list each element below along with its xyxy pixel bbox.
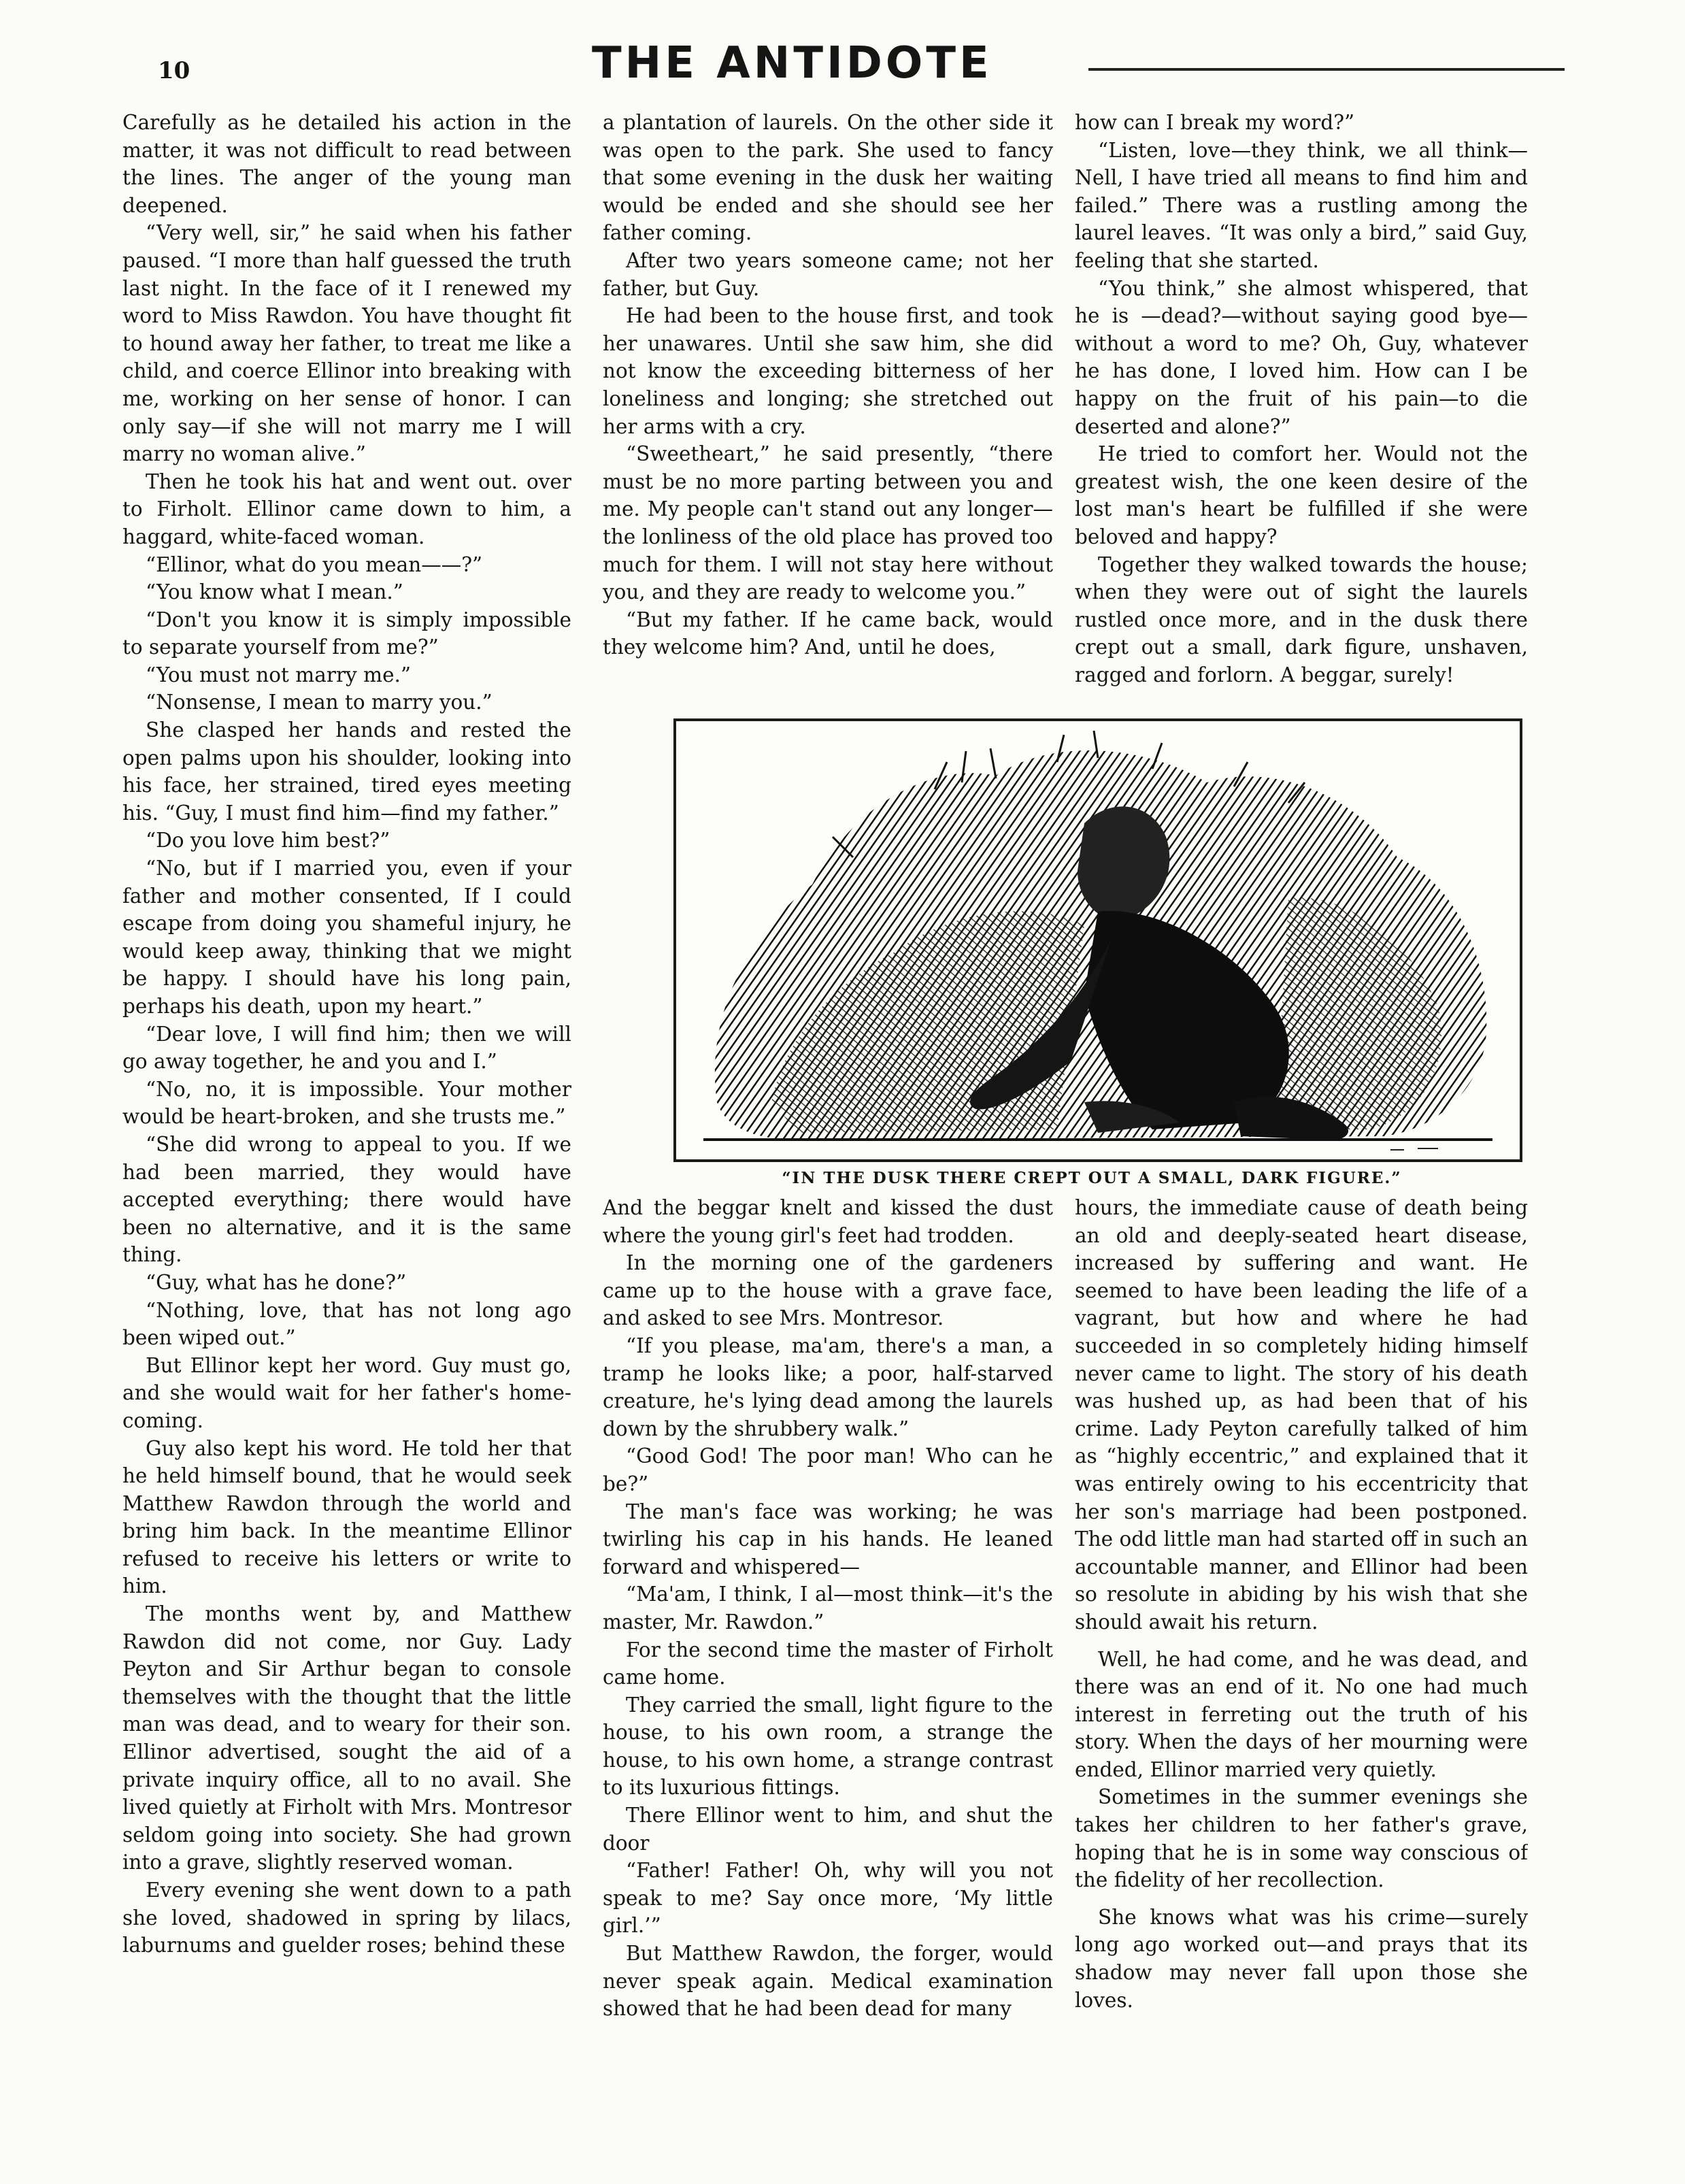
paragraph: Sometimes in the summer evenings she takes her children to her father's grave, hoping that he is in some way conscious of the fidelity of her recollection. bbox=[1075, 1785, 1528, 1892]
paragraph: “Do you love him best?” bbox=[146, 829, 390, 853]
paragraph: “Listen, love—they think, we all think—Nell, I have tried all means to find him and failed.” There was a rustling among the laurel leaves. “It was only a bird,” said Guy, feeling that she started. bbox=[1075, 138, 1528, 272]
paragraph: “If you please, ma'am, there's a man, a tramp he looks like; a poor, half-starved creature, he's lying dead among the laurels down by the shrubbery walk.” bbox=[603, 1334, 1053, 1440]
paragraph: “Father! Father! Oh, why will you not speak to me? Say once more, ‘My little girl.’” bbox=[603, 1859, 1053, 1938]
paragraph: In the morning one of the gardeners came up to the house with a grave face, and asked to see Mrs. Montresor. bbox=[603, 1251, 1053, 1330]
paragraph: He had been to the house first, and took her unawares. Until she saw him, she did not know the exceeding bitterness of her loneliness and longing; she stretched out her arms with a cry. bbox=[603, 304, 1053, 438]
column-1 bbox=[122, 109, 571, 2082]
paragraph: how can I break my word?” bbox=[1075, 111, 1355, 134]
paragraph: For the second time the master of Firholt came home. bbox=[603, 1638, 1053, 1689]
paragraph: They carried the small, light figure to the house, to his own room, a strange the house, to his own home, a strange contrast to its luxurious fittings. bbox=[603, 1693, 1053, 1800]
paragraph: Guy also kept his word. He told her that he held himself bound, that he would seek Matthew Rawdon through the world and bring him back. In the meantime Ellinor refused to receive his letters or write to him. bbox=[122, 1436, 571, 1598]
paragraph: She knows what was his crime—surely long ago worked out—and prays that its shadow may never fall upon those she loves. bbox=[1075, 1905, 1528, 2012]
paragraph: “Ellinor, what do you mean——?” bbox=[146, 552, 483, 576]
masthead-title: THE ANTIDOTE bbox=[592, 38, 992, 88]
masthead-rule bbox=[1088, 68, 1565, 71]
paragraph: There Ellinor went to him, and shut the door bbox=[603, 1804, 1053, 1855]
paragraph: “Guy, what has he done?” bbox=[146, 1270, 407, 1294]
paragraph: But Matthew Rawdon, the forger, would never speak again. Medical examination showed that he had been dead for many bbox=[603, 1942, 1053, 2021]
paragraph: “No, no, it is impossible. Your mother would be heart-broken, and she trusts me.” bbox=[122, 1077, 571, 1129]
paragraph: a plantation of laurels. On the other side it was open to the park. She used to fancy that some evening in the dusk her waiting would be ended and she should see her father coming. bbox=[603, 111, 1053, 245]
paragraph: After two years someone came; not her father, but Guy. bbox=[603, 248, 1053, 300]
paragraph: “But my father. If he came back, would they welcome him? And, until he does, bbox=[603, 608, 1053, 659]
paragraph: “Ma'am, I think, I al—most think—it's the master, Mr. Rawdon.” bbox=[603, 1583, 1053, 1634]
column-4 bbox=[603, 1194, 1053, 2106]
paragraph: He tried to comfort her. Would not the greatest wish, the one keen desire of the lost man's heart be fulfilled if she were beloved and happy? bbox=[1075, 442, 1528, 548]
paragraph: “Good God! The poor man! Who can he be?” bbox=[603, 1444, 1053, 1495]
paragraph: And the beggar knelt and kissed the dust where the young girl's feet had trodden. bbox=[603, 1196, 1053, 1247]
paragraph: “No, but if I married you, even if your father and mother consented, If I could escape from doing you shameful injury, he would keep away, thinking that we might be happy. I should have his long pain, perhaps his death, upon my heart.” bbox=[122, 857, 571, 1018]
paragraph: Well, he had come, and he was dead, and there was an end of it. No one had much interest in ferreting out the truth of his story. When the days of her mourning were ended, Ellinor married very quietly. bbox=[1075, 1647, 1528, 1781]
paragraph: hours, the immediate cause of death being an old and deeply-seated heart disease, increased by suffering and want. He seemed to have been leading the life of a vagrant, but how and where he had succeeded in so completely hiding himself never came to light. The story of his death was hushed up, as had been that of his crime. Lady Peyton carefully talked of him as “highly eccentric,” and explained that it was entirely owing to his eccentricity that her son's marriage had been postponed. The odd little man had started off in such an accountable manner, and Ellinor had been so resolute in abiding by his wish that she should await his return. bbox=[1075, 1196, 1528, 1634]
paragraph: The man's face was working; he was twirling his cap in his hands. He leaned forward and whispered— bbox=[603, 1500, 1053, 1578]
paragraph: “Nothing, love, that has not long ago been wiped out.” bbox=[122, 1298, 571, 1350]
paragraph: Every evening she went down to a path she loved, shadowed in spring by lilacs, laburnums and guelder roses; behind these bbox=[122, 1879, 571, 1957]
paragraph: “Sweetheart,” he said presently, “there must be no more parting between you and me. My people can't stand out any longer—the lonliness of the old place has proved too much for them. I will not stay here without you, and they are ready to welcome you.” bbox=[603, 442, 1053, 604]
paragraph: “She did wrong to appeal to you. If we had been married, they would have accepted everything; there would have been no alternative, and it is the same thing. bbox=[122, 1132, 571, 1267]
page-header bbox=[0, 0, 1685, 102]
paragraph: “Nonsense, I mean to marry you.” bbox=[146, 691, 493, 714]
page-number: 10 bbox=[158, 57, 190, 84]
paragraph: “You must not marry me.” bbox=[146, 663, 411, 686]
paragraph: “You know what I mean.” bbox=[146, 580, 403, 604]
paragraph: “Dear love, I will find him; then we will go away together, he and you and I.” bbox=[122, 1022, 571, 1074]
column-5 bbox=[1075, 1194, 1528, 2106]
paragraph: The months went by, and Matthew Rawdon did not come, nor Guy. Lady Peyton and Sir Arthur began to console themselves with the thought that the little man was dead, and to weary for their son. Ellinor advertised, sought the aid of a private inquiry office, all to no avail. She lived quietly at Firholt with Mrs. Montresor seldom going into society. She had grown into a grave, slightly reserved woman. bbox=[122, 1602, 571, 1874]
paragraph: Carefully as he detailed his action in the matter, it was not difficult to read between the lines. The anger of the young man deepened. bbox=[122, 111, 571, 217]
paragraph: “Don't you know it is simply impossible to separate yourself from me?” bbox=[122, 608, 571, 659]
paragraph: She clasped her hands and rested the open palms upon his shoulder, looking into his face, her strained, tired eyes meeting his. “Guy, I must find him—find my father.” bbox=[122, 718, 571, 825]
paragraph: But Ellinor kept her word. Guy must go, and she would wait for her father's home-coming. bbox=[122, 1353, 571, 1432]
paragraph: Then he took his hat and went out. over to Firholt. Ellinor came down to him, a haggard, white-faced woman. bbox=[122, 469, 571, 548]
paragraph: “Very well, sir,” he said when his father paused. “I more than half guessed the truth last night. In the face of it I renewed my word to Miss Rawdon. You have thought fit to hound away her father, to treat me like a child, and coerce Ellinor into breaking with me, working on her sense of honor. I can only say—if she will not marry me I will marry no woman alive.” bbox=[122, 221, 571, 466]
illustration-caption: “IN THE DUSK THERE CREPT OUT A SMALL, DARK FIGURE.” bbox=[782, 1169, 1402, 1187]
column-2 bbox=[603, 109, 1053, 708]
paragraph: “You think,” she almost whispered, that he is —dead?—without saying good bye—without a word to me? Oh, Guy, whatever he has done, I loved him. How can I be happy on the fruit of his pain—to die deserted and alone?” bbox=[1075, 276, 1528, 438]
paragraph: Together they walked towards the house; when they were out of sight the laurels rustled once more, and in the dusk there crept out a small, dark figure, unshaven, ragged and forlorn. A beggar, surely! bbox=[1075, 552, 1528, 686]
laurel-bush-engraving bbox=[676, 721, 1520, 1159]
illustration-kneeling-figure bbox=[673, 718, 1522, 1162]
column-3 bbox=[1075, 109, 1528, 708]
